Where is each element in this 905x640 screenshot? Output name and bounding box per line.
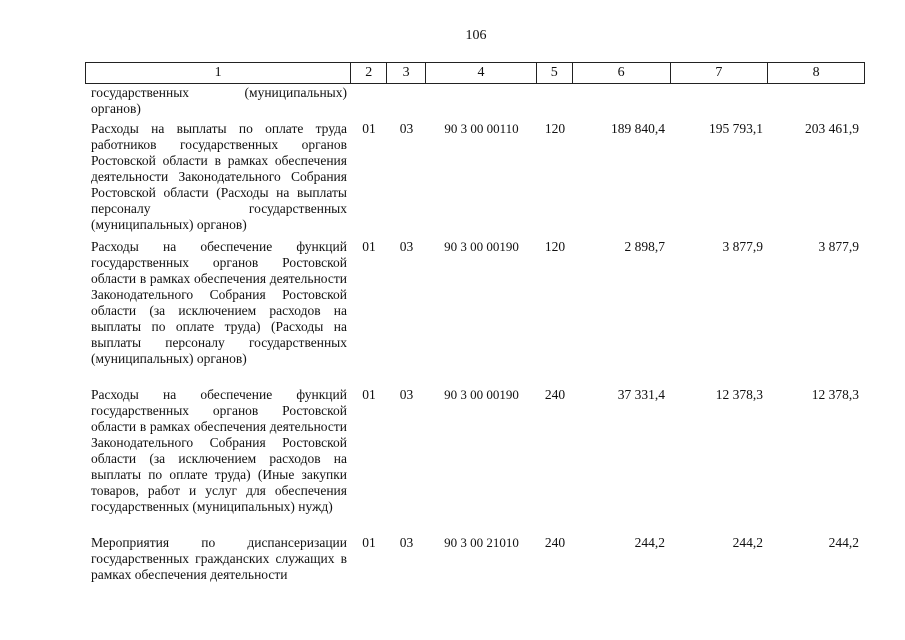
row-year3-amount xyxy=(769,85,865,121)
column-header-6: 6 xyxy=(573,63,671,83)
row-year3-amount: 203 461,9 xyxy=(805,121,859,136)
row-year3-amount: 3 877,9 xyxy=(818,239,859,254)
row-description: Расходы на обеспечение функций государственных органов Ростовской области в рамках обеспечения деятельности Законодательного Собрания Ростовской области (за исключением расходов на выплаты по оплате труда) (Иные закупки товаров, работ и услуг для обеспечения государственных (муниципальных) нужд) xyxy=(91,387,347,514)
table-row xyxy=(85,121,865,239)
row-section: 01 xyxy=(362,387,376,402)
row-description: Расходы на выплаты по оплате труда работников государственных органов Ростовской области в рамках обеспечения деятельности Законодательного Собрания Ростовской области (Расходы на выплаты персоналу государственных (муниципальных) органов) xyxy=(91,121,347,232)
column-header-5: 5 xyxy=(537,63,573,83)
row-description: Мероприятия по диспансеризации государственных гражданских служащих в рамках обеспечения деятельности xyxy=(91,535,347,582)
row-description: государственных (муниципальных) органов) xyxy=(91,85,347,116)
column-header-2: 2 xyxy=(351,63,387,83)
row-year2-amount: 12 378,3 xyxy=(715,387,763,402)
column-header-4: 4 xyxy=(426,63,537,83)
row-section: 01 xyxy=(362,239,376,254)
column-header-7: 7 xyxy=(671,63,769,83)
row-year1-amount: 244,2 xyxy=(634,535,665,550)
row-section xyxy=(351,85,387,121)
row-subsection: 03 xyxy=(399,535,414,550)
row-description: Расходы на обеспечение функций государственных органов Ростовской области в рамках обеспечения деятельности Законодательного Собрания Ростовской области (за исключением расходов на выплаты по оплате труда) (Расходы на выплаты персоналу государственных (муниципальных) органов) xyxy=(91,239,347,366)
row-target-article: 90 3 00 21010 xyxy=(444,535,519,550)
row-expense-type: 120 xyxy=(544,121,566,136)
row-year1-amount: 189 840,4 xyxy=(611,121,665,136)
column-header-8: 8 xyxy=(812,65,820,80)
row-year1-amount: 2 898,7 xyxy=(624,239,665,254)
row-section: 01 xyxy=(362,535,376,550)
row-year3-amount: 244,2 xyxy=(828,535,859,550)
row-expense-type: 240 xyxy=(544,387,566,402)
row-target-article: 90 3 00 00110 xyxy=(444,121,519,136)
row-subsection: 03 xyxy=(399,387,414,402)
row-expense-type xyxy=(537,85,573,121)
row-target-article: 90 3 00 00190 xyxy=(444,239,519,254)
table-column-header xyxy=(85,62,865,84)
table-row xyxy=(85,387,865,535)
row-subsection: 03 xyxy=(399,239,414,254)
table-row xyxy=(85,239,865,387)
row-year2-amount: 244,2 xyxy=(732,535,763,550)
row-subsection xyxy=(387,85,426,121)
row-year1-amount: 37 331,4 xyxy=(617,387,665,402)
row-year2-amount: 3 877,9 xyxy=(722,239,763,254)
page-number: 106 xyxy=(465,28,487,43)
row-year2-amount xyxy=(671,85,769,121)
row-expense-type: 120 xyxy=(544,239,566,254)
column-header-3: 3 xyxy=(387,63,426,83)
row-subsection: 03 xyxy=(399,121,414,136)
row-year1-amount xyxy=(573,85,671,121)
row-section: 01 xyxy=(362,121,376,136)
budget-table-body xyxy=(85,85,865,587)
row-expense-type: 240 xyxy=(544,535,566,550)
row-year3-amount: 12 378,3 xyxy=(811,387,859,402)
row-target-article xyxy=(426,85,537,121)
column-header-1: 1 xyxy=(86,63,351,83)
row-year2-amount: 195 793,1 xyxy=(709,121,763,136)
table-row xyxy=(85,85,865,121)
row-target-article: 90 3 00 00190 xyxy=(444,387,519,402)
table-row xyxy=(85,535,865,587)
